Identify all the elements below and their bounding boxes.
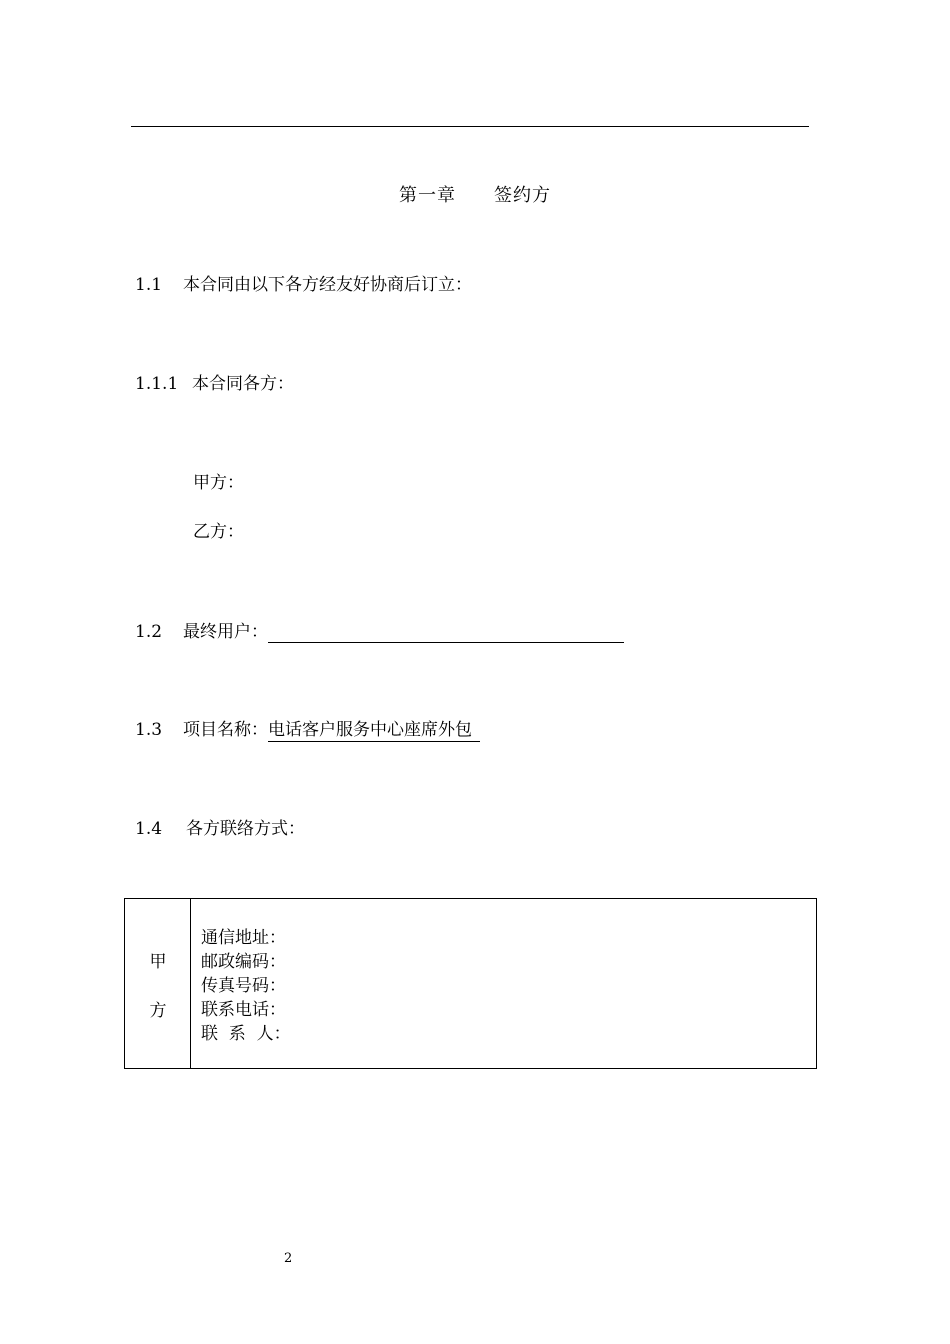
section-number: 1.2 bbox=[135, 622, 163, 642]
section-1-3 bbox=[135, 715, 480, 740]
field-contact-person: 联 系 人： bbox=[201, 1024, 291, 1044]
page-number: 2 bbox=[284, 1251, 293, 1266]
section-1-1 bbox=[135, 270, 472, 295]
contact-table bbox=[124, 898, 817, 1069]
chapter-number: 第一章 bbox=[399, 185, 456, 206]
party-b-label: 乙方： bbox=[193, 522, 244, 542]
section-1-1-1 bbox=[135, 369, 294, 394]
section-number: 1.1.1 bbox=[135, 374, 179, 394]
party-char: 方 bbox=[149, 1001, 167, 1021]
end-user-blank bbox=[268, 624, 624, 643]
header-rule bbox=[131, 126, 809, 127]
project-name-label: 项目名称： bbox=[183, 720, 268, 740]
section-text: 本合同由以下各方经友好协商后订立： bbox=[183, 275, 472, 295]
contact-fields bbox=[201, 926, 291, 1046]
party-a-label: 甲方： bbox=[193, 473, 244, 493]
project-name-value: 电话客户服务中心座席外包 bbox=[268, 720, 480, 742]
field-address: 通信地址： bbox=[201, 928, 286, 948]
section-1-4 bbox=[135, 814, 305, 839]
section-number: 1.1 bbox=[135, 275, 163, 295]
party-char: 甲 bbox=[149, 952, 167, 972]
section-1-2 bbox=[135, 617, 624, 643]
section-text: 本合同各方： bbox=[192, 374, 294, 394]
end-user-label: 最终用户： bbox=[183, 622, 268, 642]
field-postcode: 邮政编码： bbox=[201, 952, 286, 972]
section-number: 1.3 bbox=[135, 720, 163, 740]
field-phone: 联系电话： bbox=[201, 1000, 286, 1020]
chapter-title bbox=[0, 181, 950, 207]
section-text: 各方联络方式： bbox=[186, 819, 305, 839]
field-fax: 传真号码： bbox=[201, 976, 286, 996]
chapter-name: 签约方 bbox=[494, 185, 551, 206]
party-column bbox=[125, 899, 191, 1068]
section-number: 1.4 bbox=[135, 819, 163, 839]
